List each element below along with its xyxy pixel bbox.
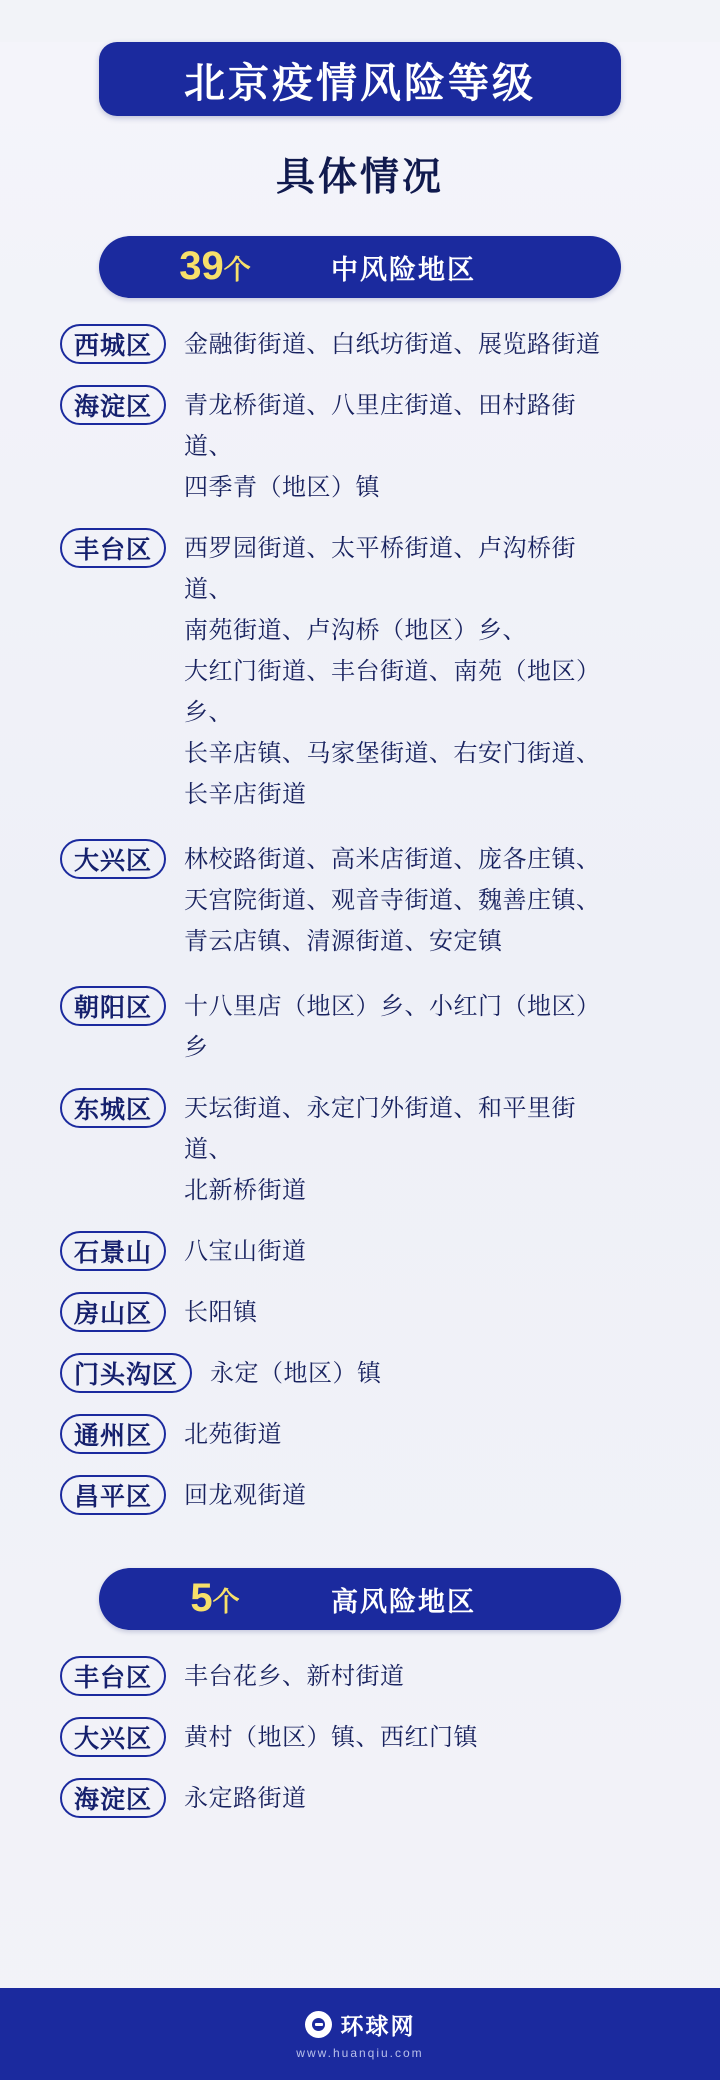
infographic-page xyxy=(0,42,720,2080)
district-badge xyxy=(60,1231,166,1271)
district-name: 通州区 xyxy=(74,1422,153,1450)
medium-risk-count-unit: 个 xyxy=(223,255,251,285)
medium-risk-row-list xyxy=(60,324,660,1516)
page-title-banner xyxy=(99,42,621,116)
footer-bar xyxy=(0,1988,720,2080)
district-name: 海淀区 xyxy=(74,393,153,421)
district-places: 丰台花乡、新村街道 xyxy=(184,1663,405,1690)
district-places: 金融街街道、白纸坊街道、展览路街道 xyxy=(184,331,601,358)
district-name: 大兴区 xyxy=(74,1725,153,1753)
district-name: 海淀区 xyxy=(74,1786,153,1814)
table-row xyxy=(60,1656,660,1697)
district-badge xyxy=(60,1475,166,1515)
district-badge xyxy=(60,528,166,568)
district-name: 石景山 xyxy=(74,1239,153,1267)
table-row xyxy=(60,1414,660,1455)
district-places: 北苑街道 xyxy=(184,1421,283,1448)
table-row xyxy=(60,324,660,365)
district-name: 昌平区 xyxy=(74,1483,153,1511)
district-name: 房山区 xyxy=(74,1300,153,1328)
footer-url: www.huanqiu.com xyxy=(296,2046,424,2060)
district-places: 天坛街道、永定门外街道、和平里街道、 北新桥街道 xyxy=(184,1095,577,1204)
district-name: 东城区 xyxy=(74,1096,153,1124)
district-badge xyxy=(60,1414,166,1454)
high-risk-count-unit: 个 xyxy=(212,1587,240,1617)
district-name: 西城区 xyxy=(74,332,153,360)
footer-brand-name: 环球网 xyxy=(340,2013,416,2039)
district-places: 长阳镇 xyxy=(184,1299,258,1326)
district-places: 十八里店（地区）乡、小红门（地区）乡 xyxy=(184,993,601,1061)
medium-risk-count-number: 39 xyxy=(179,244,224,288)
medium-risk-count xyxy=(99,246,331,286)
table-row xyxy=(60,986,660,1068)
page-subtitle: 具体情况 xyxy=(275,156,444,199)
district-badge xyxy=(60,385,166,425)
district-badge xyxy=(60,1778,166,1818)
district-places: 西罗园街道、太平桥街道、卢沟桥街道、 南苑街道、卢沟桥（地区）乡、 大红门街道、丰台街道、南苑（地区）乡、 长辛店镇、马家堡街道、右安门街道、 长辛店街道 xyxy=(184,535,601,808)
district-name: 丰台区 xyxy=(74,536,153,564)
table-row xyxy=(60,839,660,962)
table-row xyxy=(60,1088,660,1211)
medium-risk-label: 中风险地区 xyxy=(331,254,476,285)
district-badge xyxy=(60,1717,166,1757)
page-title: 北京疫情风险等级 xyxy=(184,59,536,106)
district-places: 回龙观街道 xyxy=(184,1482,307,1509)
district-badge xyxy=(60,1656,166,1696)
district-badge xyxy=(60,324,166,364)
district-name: 门头沟区 xyxy=(74,1361,179,1389)
district-places: 青龙桥街道、八里庄街道、田村路街道、 四季青（地区）镇 xyxy=(184,392,577,501)
footer-brand xyxy=(305,2008,416,2041)
district-places: 黄村（地区）镇、西红门镇 xyxy=(184,1724,479,1751)
high-risk-label: 高风险地区 xyxy=(331,1586,476,1617)
district-places: 永定（地区）镇 xyxy=(210,1360,382,1387)
high-risk-row-list xyxy=(60,1656,660,1819)
district-badge xyxy=(60,1292,166,1332)
high-risk-count-number: 5 xyxy=(190,1576,213,1620)
section-banner-high-risk xyxy=(99,1568,621,1630)
table-row xyxy=(60,528,660,815)
table-row xyxy=(60,1475,660,1516)
table-row xyxy=(60,1717,660,1758)
globe-icon xyxy=(305,2011,332,2038)
district-places: 永定路街道 xyxy=(184,1785,307,1812)
district-badge xyxy=(60,1088,166,1128)
table-row xyxy=(60,1231,660,1272)
district-name: 丰台区 xyxy=(74,1664,153,1692)
table-row xyxy=(60,1778,660,1819)
table-row xyxy=(60,1353,660,1394)
district-places: 八宝山街道 xyxy=(184,1238,307,1265)
district-name: 大兴区 xyxy=(74,847,153,875)
district-badge xyxy=(60,839,166,879)
high-risk-count xyxy=(99,1578,331,1618)
section-banner-medium-risk xyxy=(99,236,621,298)
table-row xyxy=(60,385,660,508)
district-name: 朝阳区 xyxy=(74,994,153,1022)
table-row xyxy=(60,1292,660,1333)
district-places: 林校路街道、高米店街道、庞各庄镇、 天宫院街道、观音寺街道、魏善庄镇、 青云店镇、清源街道、安定镇 xyxy=(184,846,601,955)
district-badge xyxy=(60,1353,192,1393)
district-badge xyxy=(60,986,166,1026)
